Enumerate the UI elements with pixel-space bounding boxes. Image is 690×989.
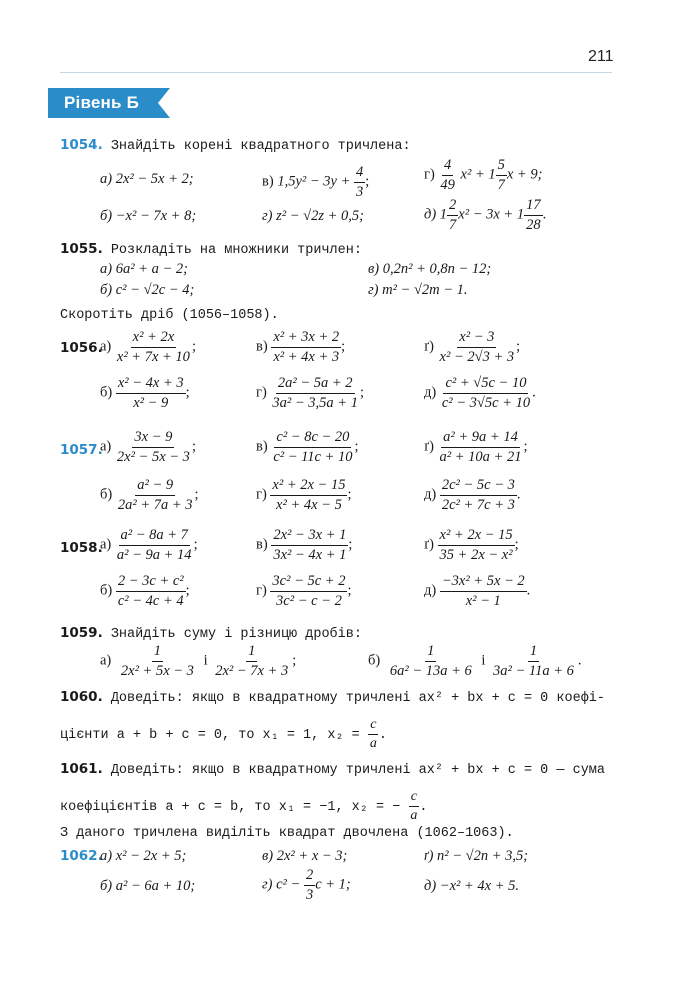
header-rule [60, 72, 612, 73]
exercise-1059-b: б) $\frac{1}{\text{6a² − 13a + 6}}$ і $\frac{1}{\text{3a² − 11a + 6}}$ . [368, 643, 582, 679]
exercise-1060-line2: цієнти a + b + c = 0, то x₁ = 1, x₂ = $\frac{c}{a}$ . [60, 717, 387, 751]
exercise-1058-item: д) $\frac{\text{−3x² + 5x − 2}}{\text{x² − 1}}$ . [424, 573, 531, 609]
exercise-1058-item: г) $\frac{\text{3c² − 5c + 2}}{\text{3c² − c − 2}}$ ; [256, 573, 352, 609]
exercise-1062-number: 1062. [60, 848, 103, 864]
exercise-1058-item: а) $\frac{\text{a² − 8a + 7}}{\text{a² − 9a + 14}}$ ; [100, 527, 198, 563]
exercise-1054-g2: г) z² − √2z + 0,5; [262, 208, 364, 224]
exercise-1055-a: а) 6a² + a − 2; [100, 261, 188, 277]
exercise-1054-a: а) 2x² − 5x + 2; [100, 171, 194, 187]
exercise-1057-item: б) $\frac{\text{a² − 9}}{\text{2a² + 7a + 3}}$ ; [100, 477, 199, 513]
exercise-1054-g: г) $\frac{4}{49}$ x² + 1 $\frac{5}{7}$ x + 9; [424, 157, 543, 193]
exercise-1056-item: в) $\frac{\text{x² + 3x + 2}}{\text{x² + 4x + 3}}$ ; [256, 329, 346, 365]
exercise-1054-d: д) 1 $\frac{2}{7}$ x² − 3x + 1 $\frac{17}{28}$ . [424, 197, 547, 233]
exercise-1062-b: б) a² − 6a + 10; [100, 878, 196, 894]
exercise-1062-g2: г) c² − $\frac{2}{3}$ c + 1; [262, 867, 351, 903]
exercise-1055-header [60, 240, 362, 260]
exercise-1057-item: д) $\frac{\text{2c² − 5c − 3}}{\text{2c² + 7c + 3}}$ . [424, 477, 521, 513]
exercise-number: 1060. [60, 689, 103, 705]
exercise-1055-v: в) 0,2n² + 0,8n − 12; [368, 261, 492, 277]
exercise-1062-g: ґ) n² − √2n + 3,5; [424, 848, 529, 864]
exercise-text: Розкладіть на множники тричлен: [110, 243, 362, 258]
exercise-1056-number: 1056. [60, 340, 103, 356]
exercise-1061-line2: коефіцієнтів a + c = b, то x₁ = −1, x₂ = − $\frac{c}{a}$ . [60, 789, 428, 823]
exercise-1057-item: ґ) $\frac{\text{a² + 9a + 14}}{\text{a² + 10a + 21}}$ ; [424, 429, 528, 465]
exercise-1057-item: а) $\frac{3x - 9}{\text{2x² − 5x − 3}}$ ; [100, 429, 196, 465]
level-title: Рівень Б [64, 93, 140, 112]
exercise-1058-item: ґ) $\frac{\text{x² + 2x − 15}}{\text{35 + 2x − x²}}$ ; [424, 527, 519, 563]
exercise-1055-b: б) c² − √2c − 4; [100, 282, 195, 298]
exercise-1054-header [60, 136, 411, 156]
exercise-1056-item: б) $\frac{\text{x² − 4x + 3}}{\text{x² − 9}}$ ; [100, 375, 190, 411]
exercise-1056-item: ґ) $\frac{\text{x² − 3}}{\text{x² − 2√3 + 3}}$ ; [424, 329, 521, 365]
exercise-1062-v: в) 2x² + x − 3; [262, 848, 348, 864]
exercise-text: Знайдіть корені квадратного тричлена: [110, 139, 411, 154]
exercise-1057-item: г) $\frac{\text{x² + 2x − 15}}{\text{x² + 4x − 5}}$ ; [256, 477, 352, 513]
exercise-1057-number: 1057. [60, 442, 103, 458]
exercise-number: 1054. [60, 137, 103, 153]
exercise-1056-item: а) $\frac{\text{x² + 2x}}{\text{x² + 7x + 10}}$ ; [100, 329, 196, 365]
exercise-number: 1061. [60, 761, 103, 777]
exercise-1060-line1: 1060. Доведіть: якщо в квадратному тричлені ax² + bx + c = 0 коефі- [60, 689, 605, 706]
exercise-1054-v: в) 1,5y² − 3y + $\frac{4}{3}$ ; [262, 164, 370, 200]
exercise-1061-line1: 1061. Доведіть: якщо в квадратному тричлені ax² + bx + c = 0 — сума [60, 761, 605, 778]
exercise-1056-item: г) $\frac{\text{2a² − 5a + 2}}{\text{3a² − 3,5a + 1}}$ ; [256, 375, 364, 411]
square-heading: З даного тричлена виділіть квадрат двочлена (1062–1063). [60, 826, 514, 841]
exercise-1058-item: в) $\frac{\text{2x² − 3x + 1}}{\text{3x² − 4x + 1}}$ ; [256, 527, 353, 563]
exercise-number: 1055. [60, 241, 103, 257]
exercise-1059-header [60, 624, 362, 644]
exercise-1054-b: б) −x² − 7x + 8; [100, 208, 197, 224]
exercise-1057-item: в) $\frac{\text{c² − 8c − 20}}{\text{c² − 11c + 10}}$ ; [256, 429, 359, 465]
exercise-number: 1059. [60, 625, 103, 641]
exercise-1055-g: г) m² − √2m − 1. [368, 282, 468, 298]
page-number: 211 [588, 48, 614, 65]
reduce-heading: Скоротіть дріб (1056–1058). [60, 308, 279, 323]
exercise-1058-item: б) $\frac{\text{2 − 3c + c²}}{\text{c² − 4c + 4}}$ ; [100, 573, 190, 609]
exercise-1062-d: д) −x² + 4x + 5. [424, 878, 519, 894]
exercise-1058-number: 1058. [60, 540, 103, 556]
exercise-1056-item: д) $\frac{\text{c² + √5c − 10}}{\text{c² − 3√5c + 10}}$ . [424, 375, 536, 411]
exercise-1059-a: а) $\frac{1}{\text{2x² + 5x − 3}}$ і $\frac{1}{\text{2x² − 7x + 3}}$ ; [100, 643, 297, 679]
exercise-1062-a: а) x² − 2x + 5; [100, 848, 187, 864]
exercise-text: Знайдіть суму і різницю дробів: [110, 627, 362, 642]
